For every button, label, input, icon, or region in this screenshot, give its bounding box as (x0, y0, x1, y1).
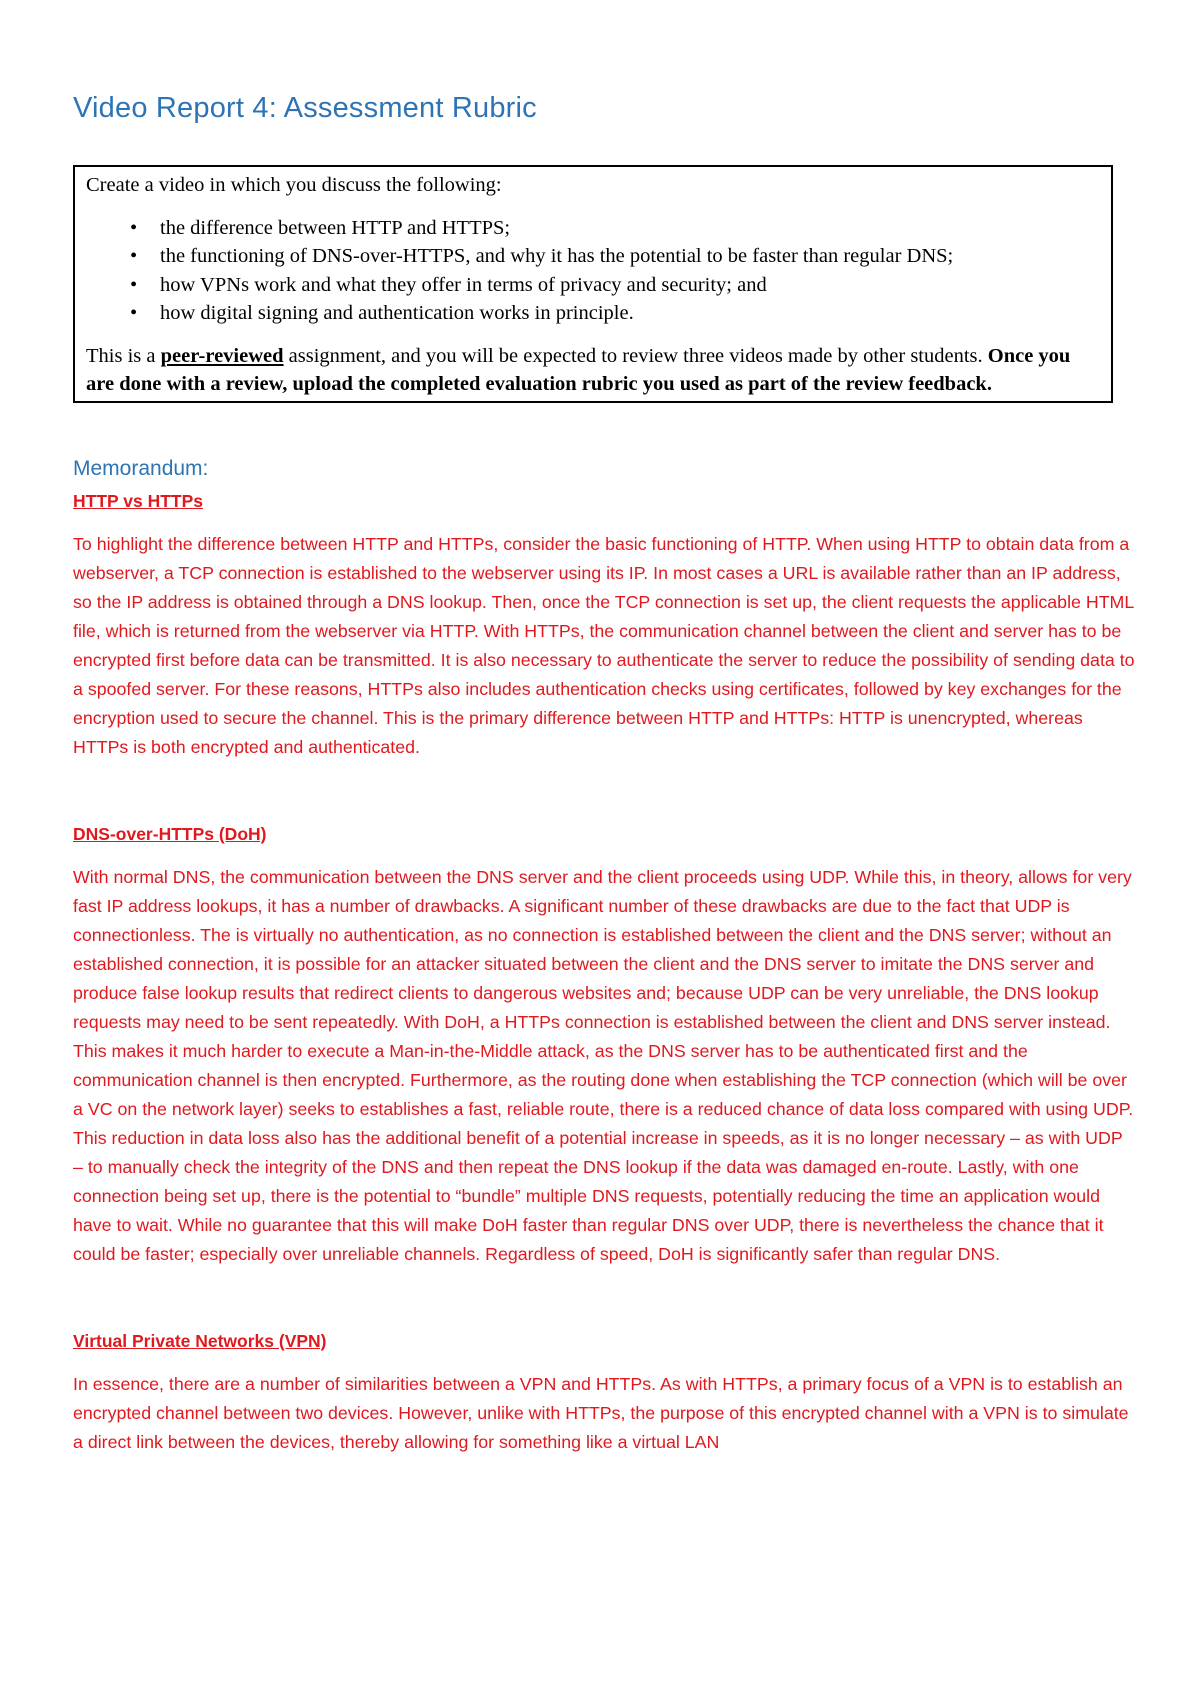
instructions-intro: Create a video in which you discuss the following: (86, 174, 502, 196)
instructions-list-item: • the functioning of DNS-over-HTTPS, and why it has the potential to be faster than regular DNS; (86, 242, 1101, 271)
memo-section-vpn (73, 1327, 1135, 1457)
instructions-outro (86, 342, 1101, 399)
outro-text-start: This is a (86, 344, 161, 367)
section-title-vpn: Virtual Private Networks (VPN) (73, 1330, 327, 1351)
section-body-doh: With normal DNS, the communication between the DNS server and the client proceeds using UDP. While this, in theory, allows for very fast IP address lookups, it has a number of drawbacks. A significant number of these drawbacks are due to the fact that UDP is connectionless. The is virtually no authentication, as no connection is established between the client and the DNS server; without an established connection, it is possible for an attacker situated between the client and the DNS server to imitate the DNS server and produce false lookup results that redirect clients to dangerous websites and; because UDP can be very unreliable, the DNS lookup requests may need to be sent repeatedly. With DoH, a HTTPs connection is established between the client and DNS server instead. This makes it much harder to execute a Man-in-the-Middle attack, as the DNS server has to be authenticated first and the communication channel is then encrypted. Furthermore, as the routing done when establishing the TCP connection (which will be over a VC on the network layer) seeks to establishes a fast, reliable route, there is a reduced chance of data loss compared with using UDP. This reduction in data loss also has the additional benefit of a potential increase in speeds, as it is no longer necessary – as with UDP – to manually check the integrity of the DNS and then repeat the DNS lookup if the data was damaged en-route. Lastly, with one connection being set up, there is the potential to “bundle” multiple DNS requests, potentially reducing the time an application would have to wait. While no guarantee that this will make DoH faster than regular DNS over UDP, there is nevertheless the chance that it could be faster; especially over unreliable channels. Regardless of speed, DoH is significantly safer than regular DNS. (73, 866, 1134, 1264)
document-page (73, 92, 1135, 1457)
section-title-http: HTTP vs HTTPs (73, 490, 203, 511)
section-body-http: To highlight the difference between HTTP and HTTPs, consider the basic functioning of HTTP. When using HTTP to obtain data from a webserver, a TCP connection is established to the webserver using its IP. In most cases a URL is available rather than an IP address, so the IP address is obtained through a DNS lookup. Then, once the TCP connection is set up, the client requests the applicable HTML file, which is returned from the webserver via HTTP. With HTTPs, the communication channel between the client and server has to be encrypted first before data can be transmitted. It is also necessary to authenticate the server to reduce the possibility of sending data to a spoofed server. For these reasons, HTTPs also includes authentication checks using certificates, followed by key exchanges for the encryption used to secure the channel. This is the primary difference between HTTP and HTTPs: HTTP is unencrypted, whereas HTTPs is both encrypted and authenticated. (73, 533, 1135, 757)
memorandum-heading: Memorandum: (73, 456, 209, 480)
outro-upload-instruction: Once you are done with a review, upload the completed evaluation rubric you used as part of the review feedback. (86, 344, 1071, 395)
instructions-list-item: • how VPNs work and what they offer in terms of privacy and security; and (86, 271, 1101, 300)
document-title: Video Report 4: Assessment Rubric (73, 92, 537, 124)
section-body-vpn: In essence, there are a number of similarities between a VPN and HTTPs. As with HTTPs, a primary focus of a VPN is to establish an encrypted channel between two devices. However, unlike with HTTPs, the purpose of this encrypted channel with a VPN is to simulate a direct link between the devices, thereby allowing for something like a virtual LAN (73, 1373, 1129, 1452)
outro-text-middle: assignment, and you will be expected to review three videos made by other students. (283, 344, 988, 367)
peer-reviewed-emphasis: peer-reviewed (160, 344, 284, 367)
memo-section-doh (73, 820, 1135, 1269)
instructions-list-item: • the difference between HTTP and HTTPS; (86, 214, 1101, 243)
instructions-list (86, 214, 1101, 328)
instructions-list-item: • how digital signing and authentication works in principle. (86, 299, 1101, 328)
assignment-instructions-box (73, 165, 1113, 403)
section-title-doh: DNS-over-HTTPs (DoH) (73, 823, 267, 844)
memo-section-http (73, 487, 1135, 762)
